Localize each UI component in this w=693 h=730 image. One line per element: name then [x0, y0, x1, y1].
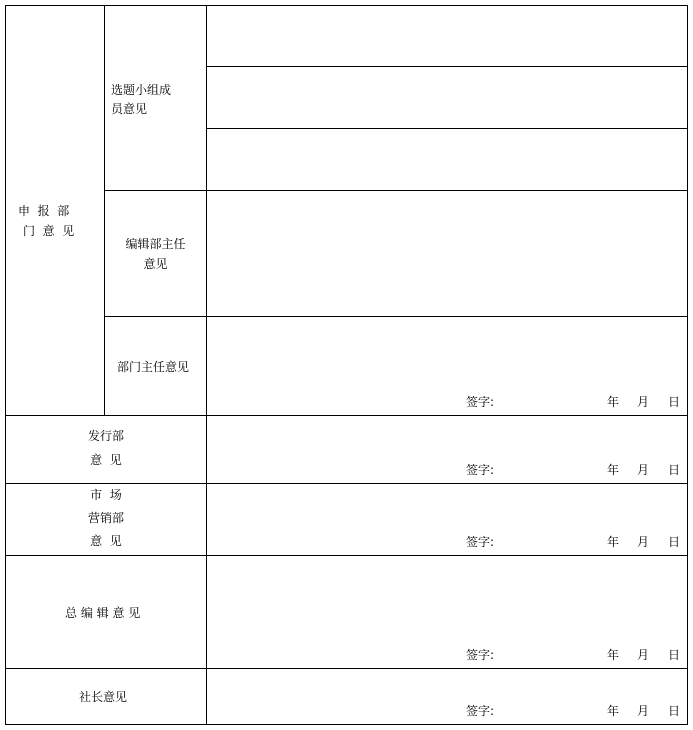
year-label: 年	[607, 535, 620, 549]
sign-label: 签字:	[466, 463, 495, 477]
year-label: 年	[607, 704, 620, 718]
month-label: 月	[637, 648, 650, 662]
day-label: 日	[668, 395, 681, 409]
label-shezhang: 社长意见	[79, 690, 128, 704]
month-label: 月	[637, 535, 650, 549]
signature-line-faxing	[0, 462, 693, 478]
month-label: 月	[637, 704, 650, 718]
sign-label: 签字:	[466, 648, 495, 662]
month-label: 月	[637, 463, 650, 477]
day-label: 日	[668, 648, 681, 662]
row-line-faxing	[5, 415, 688, 416]
signature-line-shichang	[0, 534, 693, 550]
sign-label: 签字:	[466, 395, 495, 409]
signature-line-zongbianji	[0, 647, 693, 663]
signature-line-shezhang	[0, 703, 693, 719]
day-label: 日	[668, 704, 681, 718]
row-line-bumen	[104, 316, 688, 317]
row-line-shichang	[5, 483, 688, 484]
label-faxing-line2: 意 见	[90, 453, 122, 467]
label-shichang-line2: 营销部	[87, 511, 124, 525]
day-label: 日	[668, 535, 681, 549]
label-bumen: 部门主任意见	[117, 360, 190, 374]
label-shenbao-line2: 门 意 见	[23, 224, 75, 238]
cell-bianjibu-label	[105, 236, 206, 272]
year-label: 年	[607, 463, 620, 477]
signature-line-bumen	[0, 394, 693, 410]
col-divider-1	[104, 5, 105, 415]
day-label: 日	[668, 463, 681, 477]
label-shichang-line3: 意 见	[90, 534, 122, 548]
label-shichang-line1: 市 场	[90, 488, 122, 502]
col-divider-2	[206, 5, 207, 725]
row-line-xuanti-2	[206, 128, 688, 129]
label-shenbao-line1: 申 报 部	[18, 204, 70, 218]
label-bianjibu-line1: 编辑部主任	[125, 237, 186, 251]
row-line-xuanti-1	[206, 66, 688, 67]
month-label: 月	[637, 395, 650, 409]
label-faxing-line1: 发行部	[87, 429, 124, 443]
label-xuanti-line1: 选题小组成	[111, 83, 172, 97]
label-zongbianji: 总 编 辑 意 见	[65, 606, 141, 620]
row-line-shezhang	[5, 668, 688, 669]
year-label: 年	[607, 395, 620, 409]
sign-label: 签字:	[466, 535, 495, 549]
row-line-bianjibu	[104, 190, 688, 191]
row-line-zongbianji	[5, 555, 688, 556]
label-bianjibu-line2: 意见	[143, 257, 168, 271]
label-xuanti-line2: 员意见	[111, 102, 148, 116]
year-label: 年	[607, 648, 620, 662]
sign-label: 签字:	[466, 704, 495, 718]
